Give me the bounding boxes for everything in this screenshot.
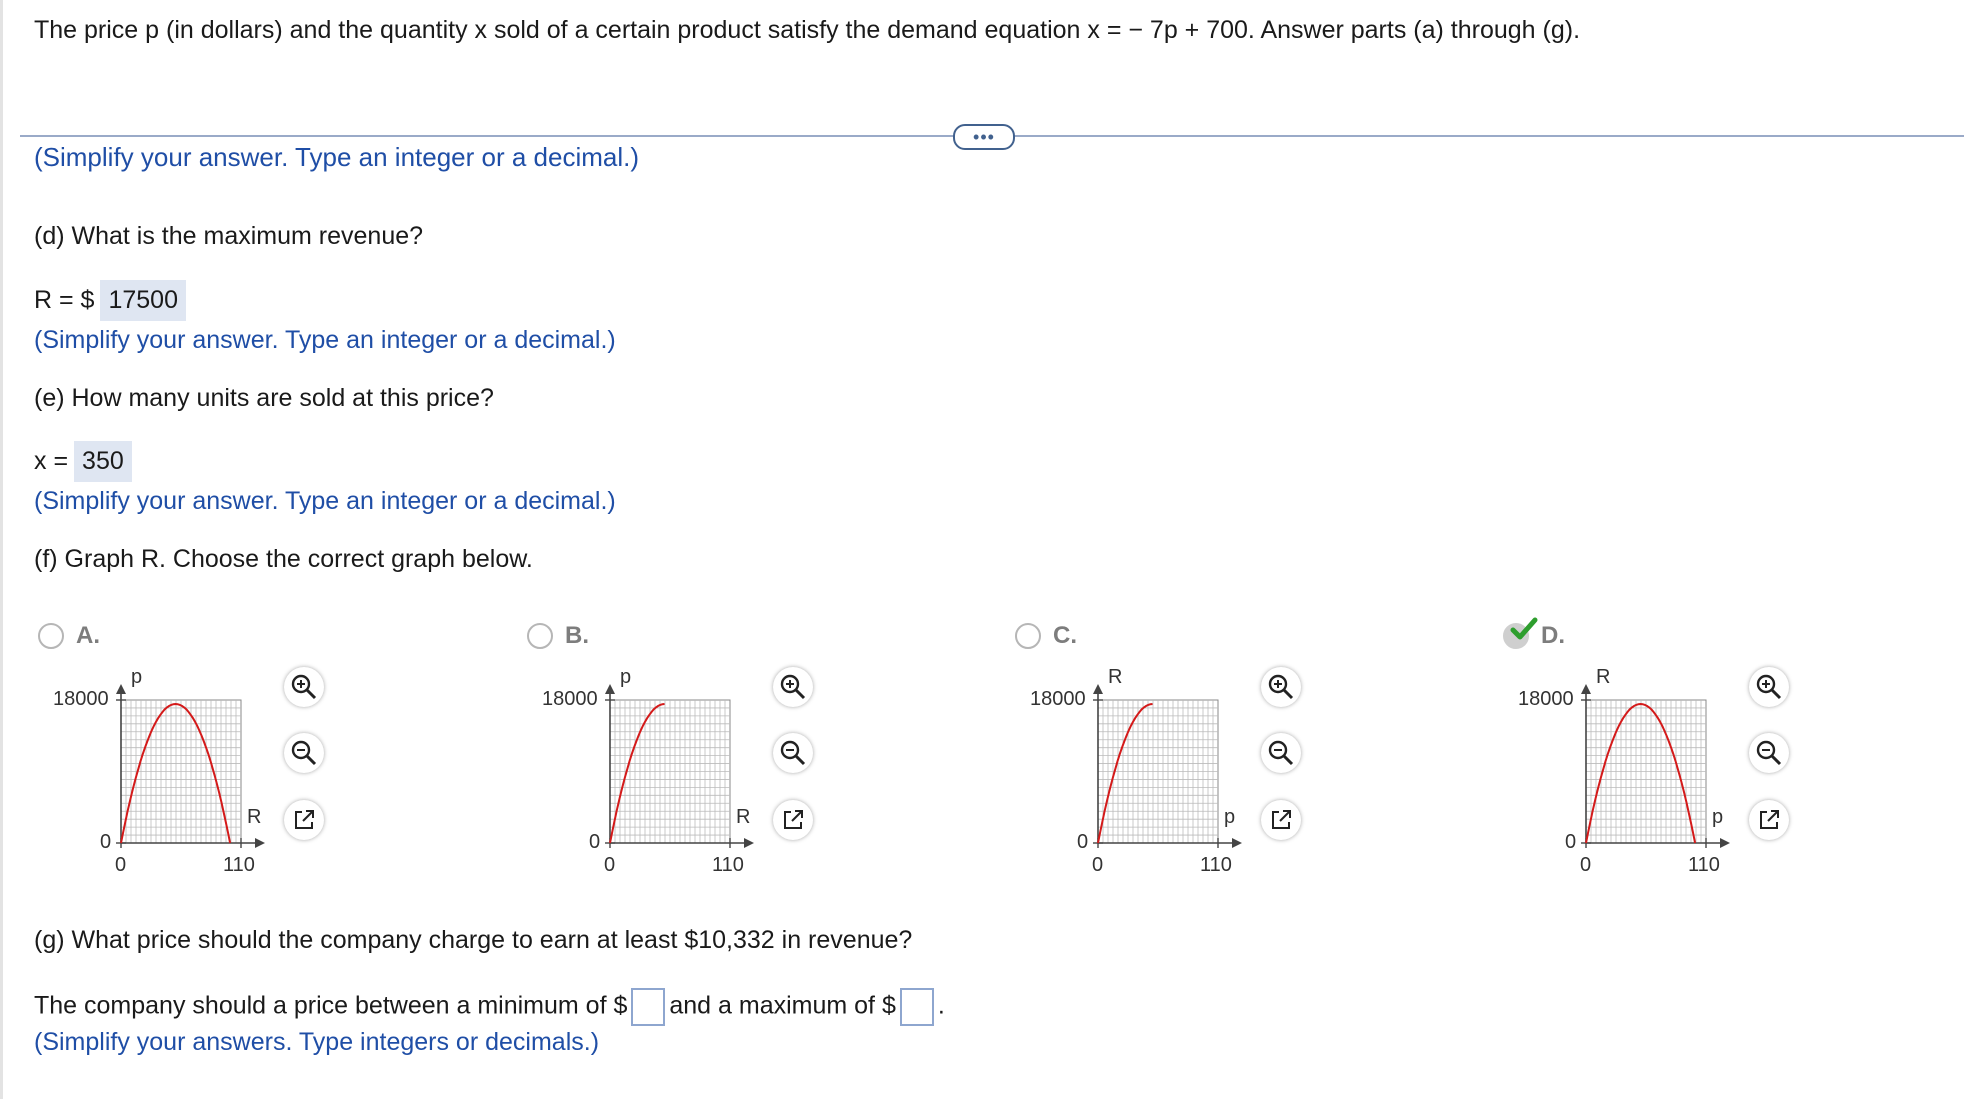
zoom-out-icon (1755, 739, 1783, 767)
part-d-answer-row (34, 280, 186, 321)
y-min-label: 0 (100, 831, 112, 853)
left-edge (0, 0, 3, 1099)
zoom-in-button[interactable] (773, 667, 813, 707)
part-g-text-max: and a maximum of $ (669, 991, 896, 1020)
part-e-answer-row (34, 441, 132, 482)
x-max-label: 110 (1688, 854, 1720, 876)
y-max-label: 18000 (1030, 688, 1086, 710)
external-link-icon (292, 808, 316, 832)
x-min-label: 0 (115, 854, 127, 876)
part-e-answer-field[interactable]: 350 (74, 441, 132, 482)
x-min-label: 0 (604, 854, 616, 876)
option-letter: B. (565, 622, 589, 649)
zoom-out-icon (779, 739, 807, 767)
zoom-out-button[interactable] (1261, 733, 1301, 773)
part-e-hint: (Simplify your answer. Type an integer or a decimal.) (34, 487, 616, 515)
graph-option-b[interactable] (523, 620, 983, 880)
open-external-button[interactable] (1261, 800, 1301, 840)
zoom-in-icon (1267, 673, 1295, 701)
x-axis-label: p (1224, 806, 1236, 828)
max-price-input[interactable] (900, 988, 934, 1026)
y-min-label: 0 (589, 831, 601, 853)
correct-check-icon (1511, 617, 1537, 641)
x-min-label: 0 (1092, 854, 1104, 876)
y-max-label: 18000 (53, 688, 109, 710)
part-e-question: (e) How many units are sold at this price? (34, 384, 494, 412)
open-external-button[interactable] (773, 800, 813, 840)
part-d-hint: (Simplify your answer. Type an integer or a decimal.) (34, 326, 616, 354)
zoom-in-button[interactable] (1749, 667, 1789, 707)
zoom-out-icon (1267, 739, 1295, 767)
y-axis-label: R (1108, 666, 1123, 688)
x-max-label: 110 (223, 854, 255, 876)
scrolled-hint: (Simplify your answer. Type an integer or a decimal.) (34, 142, 640, 172)
x-min-label: 0 (1580, 854, 1592, 876)
part-f-question: (f) Graph R. Choose the correct graph below. (34, 545, 533, 573)
problem-statement: The price p (in dollars) and the quantity x sold of a certain product satisfy the demand equation x = − 7p + 700. Answer parts (a) through (g). (34, 16, 1581, 44)
graph-option-d[interactable] (1499, 620, 1959, 880)
min-price-input[interactable] (631, 988, 665, 1026)
part-d-question: (d) What is the maximum revenue? (34, 222, 424, 250)
open-external-button[interactable] (284, 800, 324, 840)
zoom-in-icon (779, 673, 807, 701)
option-radio[interactable] (527, 623, 553, 649)
open-external-button[interactable] (1749, 800, 1789, 840)
zoom-out-icon (290, 739, 318, 767)
zoom-in-button[interactable] (284, 667, 324, 707)
y-axis-label: p (131, 666, 143, 688)
part-g-question: (g) What price should the company charge to earn at least $10,332 in revenue? (34, 926, 913, 954)
x-axis-label: R (247, 806, 262, 828)
zoom-in-icon (290, 673, 318, 701)
part-g-answer-row (34, 988, 945, 1026)
part-g-period: . (937, 991, 945, 1020)
part-e-prefix: x = (34, 447, 69, 475)
external-link-icon (1757, 808, 1781, 832)
expand-more-button[interactable]: ••• (953, 124, 1015, 150)
x-max-label: 110 (712, 854, 744, 876)
y-axis-label: R (1596, 666, 1611, 688)
part-g-hint: (Simplify your answers. Type integers or decimals.) (34, 1028, 600, 1056)
x-max-label: 110 (1200, 854, 1232, 876)
part-g-text-min: The company should a price between a minimum of $ (34, 991, 628, 1020)
external-link-icon (781, 808, 805, 832)
part-d-prefix: R = $ (34, 286, 95, 314)
zoom-out-button[interactable] (773, 733, 813, 773)
option-letter: A. (76, 622, 100, 649)
option-radio[interactable] (38, 623, 64, 649)
option-radio[interactable] (1015, 623, 1041, 649)
x-axis-label: R (736, 806, 751, 828)
zoom-out-button[interactable] (1749, 733, 1789, 773)
x-axis-label: p (1712, 806, 1724, 828)
zoom-out-button[interactable] (284, 733, 324, 773)
external-link-icon (1269, 808, 1293, 832)
option-letter: C. (1053, 622, 1077, 649)
zoom-in-button[interactable] (1261, 667, 1301, 707)
y-max-label: 18000 (1518, 688, 1574, 710)
y-max-label: 18000 (542, 688, 598, 710)
part-d-answer-field[interactable]: 17500 (100, 280, 186, 321)
graph-option-a[interactable] (34, 620, 494, 880)
graph-option-c[interactable] (1011, 620, 1471, 880)
zoom-in-icon (1755, 673, 1783, 701)
y-min-label: 0 (1565, 831, 1577, 853)
option-letter: D. (1541, 622, 1565, 649)
y-min-label: 0 (1077, 831, 1089, 853)
y-axis-label: p (620, 666, 632, 688)
